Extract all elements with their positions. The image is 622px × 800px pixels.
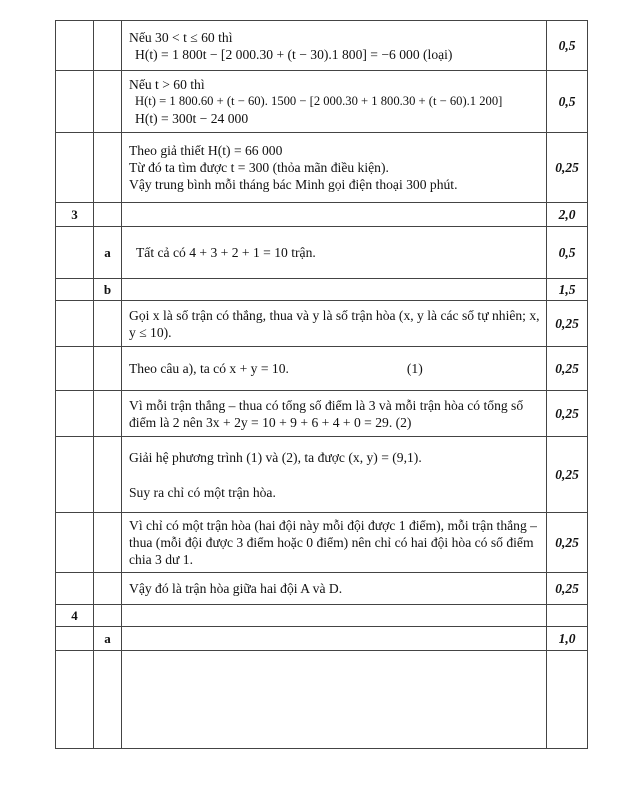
score-cell: 1,5 bbox=[547, 279, 588, 301]
table-row bbox=[56, 203, 588, 227]
score-cell: 0,25 bbox=[547, 573, 588, 605]
score-cell bbox=[547, 605, 588, 627]
solution-line: H(t) = 1 800.60 + (t − 60). 1500 − [2 000.30 + 1 800.30 + (t − 60).1 200] bbox=[135, 94, 503, 108]
solution-cell bbox=[122, 437, 547, 513]
part-cell bbox=[94, 605, 122, 627]
table-row bbox=[56, 605, 588, 627]
question-cell bbox=[56, 437, 94, 513]
question-cell bbox=[56, 71, 94, 133]
solution-cell bbox=[122, 21, 547, 71]
score-cell: 0,5 bbox=[547, 21, 588, 71]
score-cell bbox=[547, 651, 588, 749]
solution-cell bbox=[122, 227, 547, 279]
question-cell bbox=[56, 133, 94, 203]
solution-cell bbox=[122, 203, 547, 227]
part-label: a bbox=[94, 227, 122, 279]
table-row bbox=[56, 573, 588, 605]
solution-cell bbox=[122, 627, 547, 651]
solution-line: Theo giả thiết H(t) = 66 000 bbox=[129, 143, 283, 158]
part-cell bbox=[94, 651, 122, 749]
question-cell bbox=[56, 391, 94, 437]
part-cell bbox=[94, 391, 122, 437]
solution-line: Từ đó ta tìm được t = 300 (thỏa mãn điều kiện). bbox=[129, 160, 389, 175]
solution-line: H(t) = 1 800t − [2 000.30 + (t − 30).1 800] = −6 000 (loại) bbox=[135, 46, 453, 62]
solution-cell bbox=[122, 513, 547, 573]
question-cell bbox=[56, 301, 94, 347]
score-cell: 0,25 bbox=[547, 513, 588, 573]
part-cell bbox=[94, 21, 122, 71]
question-cell bbox=[56, 573, 94, 605]
score-cell: 0,5 bbox=[547, 71, 588, 133]
part-cell bbox=[94, 573, 122, 605]
table-row bbox=[56, 651, 588, 749]
solution-cell bbox=[122, 279, 547, 301]
table-row bbox=[56, 71, 588, 133]
solution-line: Nếu 30 < t ≤ 60 thì bbox=[129, 29, 233, 45]
solution-line: Gọi x là số trận có thắng, thua và y là số trận hòa (x, y là các số tự nhiên; x, y ≤ 10). bbox=[129, 307, 540, 340]
table-row bbox=[56, 133, 588, 203]
part-cell bbox=[94, 347, 122, 391]
table-row bbox=[56, 347, 588, 391]
question-number: 3 bbox=[56, 203, 94, 227]
question-cell bbox=[56, 227, 94, 279]
solution-cell bbox=[122, 605, 547, 627]
solution-line: Nếu t > 60 thì bbox=[129, 77, 205, 92]
scoring-table bbox=[55, 20, 588, 749]
solution-cell bbox=[122, 573, 547, 605]
table-row bbox=[56, 627, 588, 651]
question-cell bbox=[56, 347, 94, 391]
table-row bbox=[56, 279, 588, 301]
table-row bbox=[56, 301, 588, 347]
question-cell bbox=[56, 513, 94, 573]
equation-number: (1) bbox=[406, 361, 423, 376]
solution-line: Vì chỉ có một trận hòa (hai đội này mỗi đội được 1 điểm), mỗi trận thắng – thua (mỗi đội được 3 điểm hoặc 0 điểm) nên chỉ có hai đội hòa có số điểm chia 3 dư 1. bbox=[129, 518, 537, 567]
solution-cell bbox=[122, 651, 547, 749]
score-cell: 0,5 bbox=[547, 227, 588, 279]
part-cell bbox=[94, 133, 122, 203]
solution-line: Giải hệ phương trình (1) và (2), ta được (x, y) = (9,1). bbox=[129, 449, 422, 465]
question-cell bbox=[56, 651, 94, 749]
solution-line: Vậy đó là trận hòa giữa hai đội A và D. bbox=[129, 581, 343, 596]
part-label: a bbox=[94, 627, 122, 651]
solution-line: Tất cả có 4 + 3 + 2 + 1 = 10 trận. bbox=[136, 245, 316, 260]
solution-line: Vì mỗi trận thắng – thua có tổng số điểm là 3 và mỗi trận hòa có tổng số điểm là 2 nên 3x + 2y = 10 + 9 + 6 + 4 + 0 = 29. (2) bbox=[129, 397, 524, 430]
solution-cell bbox=[122, 347, 547, 391]
solution-cell bbox=[122, 301, 547, 347]
table-row bbox=[56, 227, 588, 279]
solution-cell bbox=[122, 391, 547, 437]
question-cell bbox=[56, 627, 94, 651]
part-cell bbox=[94, 437, 122, 513]
part-cell bbox=[94, 301, 122, 347]
part-label: b bbox=[94, 279, 122, 301]
score-cell: 2,0 bbox=[547, 203, 588, 227]
table-row bbox=[56, 513, 588, 573]
part-cell bbox=[94, 203, 122, 227]
question-number: 4 bbox=[56, 605, 94, 627]
score-cell: 0,25 bbox=[547, 347, 588, 391]
table-row bbox=[56, 21, 588, 71]
solution-line: Theo câu a), ta có x + y = 10. bbox=[129, 361, 289, 376]
score-cell: 0,25 bbox=[547, 437, 588, 513]
score-cell: 1,0 bbox=[547, 627, 588, 651]
table-row bbox=[56, 437, 588, 513]
part-cell bbox=[94, 513, 122, 573]
score-cell: 0,25 bbox=[547, 391, 588, 437]
score-cell: 0,25 bbox=[547, 133, 588, 203]
part-cell bbox=[94, 71, 122, 133]
solution-line: Suy ra chỉ có một trận hòa. bbox=[129, 484, 276, 500]
score-cell: 0,25 bbox=[547, 301, 588, 347]
solution-line: Vậy trung bình mỗi tháng bác Minh gọi điện thoại 300 phút. bbox=[129, 177, 458, 192]
question-cell bbox=[56, 279, 94, 301]
solution-cell bbox=[122, 133, 547, 203]
table-row bbox=[56, 391, 588, 437]
solution-cell bbox=[122, 71, 547, 133]
question-cell bbox=[56, 21, 94, 71]
solution-line: H(t) = 300t − 24 000 bbox=[135, 111, 249, 126]
